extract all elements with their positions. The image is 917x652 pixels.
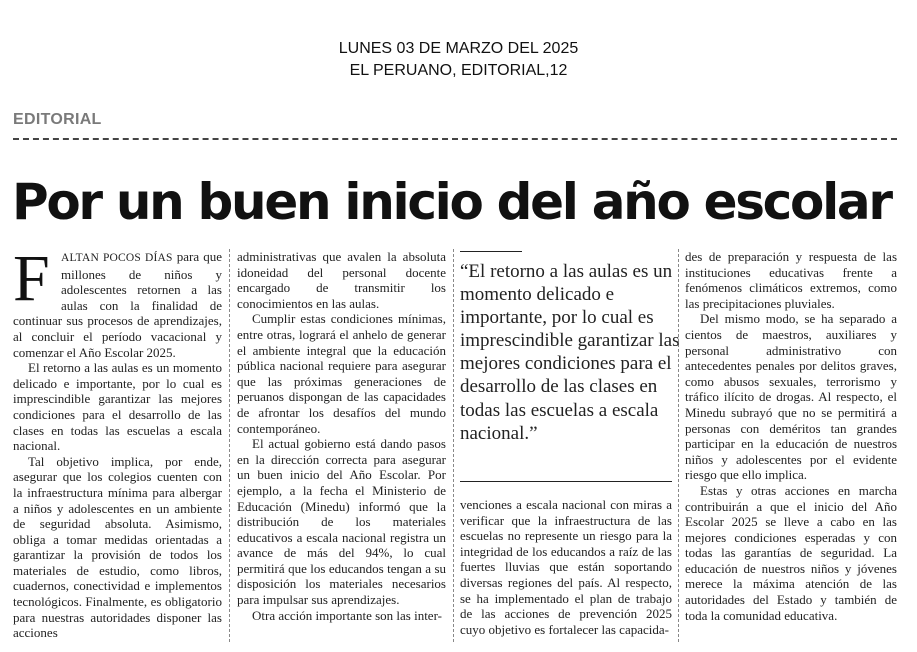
pull-quote-rule bbox=[460, 251, 522, 252]
article-column-1 bbox=[13, 242, 222, 641]
paragraph bbox=[13, 242, 222, 360]
article-column-4 bbox=[685, 249, 897, 623]
headline: Por un buen inicio del año escolar bbox=[12, 173, 891, 231]
date-line: LUNES 03 DE MARZO DEL 2025 bbox=[338, 40, 579, 57]
paragraph: Otra acción importante son las inter- bbox=[252, 607, 442, 623]
paragraph: des de preparación y respuesta de las instituciones educativas frente a fenómenos climáticos extremos, como las precipitaciones pluviales. bbox=[685, 249, 897, 311]
article-column-2 bbox=[237, 249, 446, 623]
column-divider bbox=[229, 249, 230, 642]
paragraph: El retorno a las aulas es un momento delicado e importante, por lo cual es imprescindible garantizar las mejores condiciones para el desarrollo de las clases en todas las escuelas a escala nacional. bbox=[13, 360, 222, 454]
section-label: EDITORIAL bbox=[13, 111, 102, 128]
drop-cap: F bbox=[13, 242, 50, 315]
paragraph: venciones a escala nacional con miras a verificar que la infraestructura de las escuelas no represente un riesgo para la integridad de los educandos a raíz de las fuertes lluvias que están soportando diversas regiones del país. Al respecto, se ha implementado el plan de trabajo de las acciones de prevención 2025 cuyo objetivo es fortalecer las capacida- bbox=[460, 497, 672, 637]
paragraph: Cumplir estas condiciones mínimas, entre otras, logrará el anhelo de generar el ambiente integral que la educación pública nacional requiere para asegurar que las próximas generaciones de peruanos dispongan de las capacidades de afrontar los desafíos del mundo contemporáneo. bbox=[237, 311, 446, 436]
source-line: EL PERUANO, EDITORIAL,12 bbox=[349, 62, 568, 79]
pull-quote: “El retorno a las aulas es un momento delicado e importante, por lo cual es imprescindible garantizar las mejores condiciones para el desarrollo de las clases en todas las escuelas a escala nacional.” bbox=[460, 261, 680, 444]
paragraph: Tal objetivo implica, por ende, asegurar que los colegios cuenten con la infraestructura mínima para albergar a niños y adolescentes en un ambiente de seguridad absoluta. Asimismo, obliga a tomar medidas orientadas a garantizar la provisión de todos los materiales de estudio, como libros, cuadernos, conectividad e implementos tecnológicos. Finalmente, es obligatorio para nuestras autoridades disponer las acciones bbox=[13, 453, 222, 641]
paragraph: administrativas que avalen la absoluta idoneidad del personal docente encargado de transmitir los conocimientos en las aulas. bbox=[237, 249, 446, 311]
article-column-3 bbox=[460, 497, 672, 637]
lead-smallcaps: ALTAN POCOS DÍAS bbox=[61, 252, 173, 264]
pull-quote-rule bbox=[460, 481, 672, 482]
section-divider bbox=[13, 138, 897, 140]
column-divider bbox=[453, 249, 454, 642]
paragraph: El actual gobierno está dando pasos en la dirección correcta para asegurar un buen inicio del Año Escolar. Por ejemplo, a la fecha el Ministerio de Educación (Minedu) informó que la distribución de los materiales educativos a escala nacional registra un avance de más del 94%, lo cual permitirá que los educandos tengan a su disposición los materiales necesarios para impulsar sus aprendizajes. bbox=[237, 436, 446, 608]
paragraph: Del mismo modo, se ha separado a cientos de maestros, auxiliares y personal administrativo con antecedentes penales por delitos graves, como abusos sexuales, terrorismo y tráfico ilícito de drogas. Al respecto, el Minedu subrayó que no se permitirá a personas con deméritos tan grandes participar en la educación de nuestros niños y adolescentes por el evidente riesgo que ello implica. bbox=[685, 311, 897, 483]
paragraph-text: para que millones de niños y adolescentes retornen a las aulas con la finalidad de continuar sus procesos de aprendizajes, al concluir el período vacacional y comenzar el Año Escolar 2025. bbox=[13, 249, 222, 360]
paragraph: Estas y otras acciones en marcha contribuirán a que el inicio del Año Escolar 2025 se lleve a cabo en las mejores condiciones esperadas y con todas las garantías de seguridad. La educación de nuestros niños y jóvenes merece la máxima atención de las autoridades del Estado y también de toda la comunidad educativa. bbox=[685, 482, 897, 623]
